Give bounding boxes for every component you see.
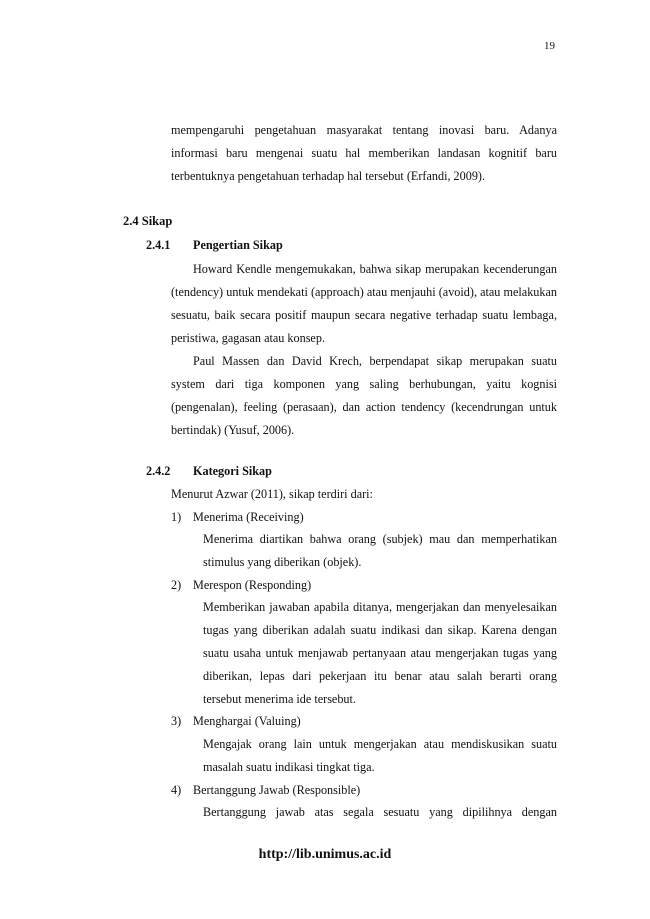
list-item-number: 4) <box>171 783 182 797</box>
subsection-title: Kategori Sikap <box>193 464 272 478</box>
list-item-description: Memberikan jawaban apabila ditanya, mengerjakan dan menyelesaikan tugas yang diberikan adalah suatu indikasi dan sikap. Karena dengan suatu usaha untuk menjawab pertanyaan atau mengerjakan tugas yang diberikan, lepas dari pekerjaan itu benar atau salah berarti orang tersebut menerima ide tersebut. <box>203 600 557 706</box>
list-item-description: Bertanggung jawab atas segala sesuatu yang dipilihnya dengan <box>203 805 557 819</box>
subsection-heading-1 <box>146 238 283 253</box>
section-number: 2.4 <box>123 214 139 228</box>
subsection-number: 2.4.1 <box>146 238 171 252</box>
intro-paragraph: mempengaruhi pengetahuan masyarakat tentang inovasi baru. Adanya informasi baru mengenai suatu hal memberikan landasan kognitif baru terbentuknya pengetahuan terhadap hal tersebut (Erfandi, 2009). <box>171 123 557 183</box>
list-item-label: Menghargai (Valuing) <box>193 714 301 728</box>
list-item-label: Bertanggung Jawab (Responsible) <box>193 783 361 797</box>
subsection-number: 2.4.2 <box>146 464 171 478</box>
list-item-title <box>171 578 311 593</box>
list-item-label: Merespon (Responding) <box>193 578 312 592</box>
list-item-title <box>171 510 304 525</box>
list-item-description: Mengajak orang lain untuk mengerjakan atau mendiskusikan suatu masalah suatu indikasi tingkat tiga. <box>203 737 557 774</box>
section-title: Sikap <box>141 214 173 228</box>
paragraph-definition-2: Paul Massen dan David Krech, berpendapat sikap merupakan suatu system dari tiga komponen yang saling berhubungan, yaitu kognisi (pengenalan), feeling (perasaan), dan action tendency (kecendrungan untuk bertindak) (Yusuf, 2006). <box>171 354 557 437</box>
subsection-title: Pengertian Sikap <box>193 238 283 252</box>
subsection-heading-2 <box>146 464 272 479</box>
section-heading <box>123 214 172 229</box>
list-item-title <box>171 714 301 729</box>
list-item-label: Menerima (Receiving) <box>193 510 304 524</box>
paragraph-definition-1: Howard Kendle mengemukakan, bahwa sikap merupakan kecenderungan (tendency) untuk mendekati (approach) atau menjauhi (avoid), atau melakukan sesuatu, baik secara positif maupun secara negative terhadap suatu lembaga, peristiwa, gagasan atau konsep. <box>171 262 557 345</box>
list-item-description: Menerima diartikan bahwa orang (subjek) mau dan memperhatikan stimulus yang diberikan (objek). <box>203 532 557 569</box>
list-item-number: 1) <box>171 510 182 524</box>
page-number: 19 <box>544 40 555 52</box>
list-item-number: 3) <box>171 714 182 728</box>
footer-url: http://lib.unimus.ac.id <box>258 847 392 862</box>
category-intro: Menurut Azwar (2011), sikap terdiri dari: <box>171 487 373 501</box>
list-item-number: 2) <box>171 578 182 592</box>
list-item-title <box>171 783 360 798</box>
